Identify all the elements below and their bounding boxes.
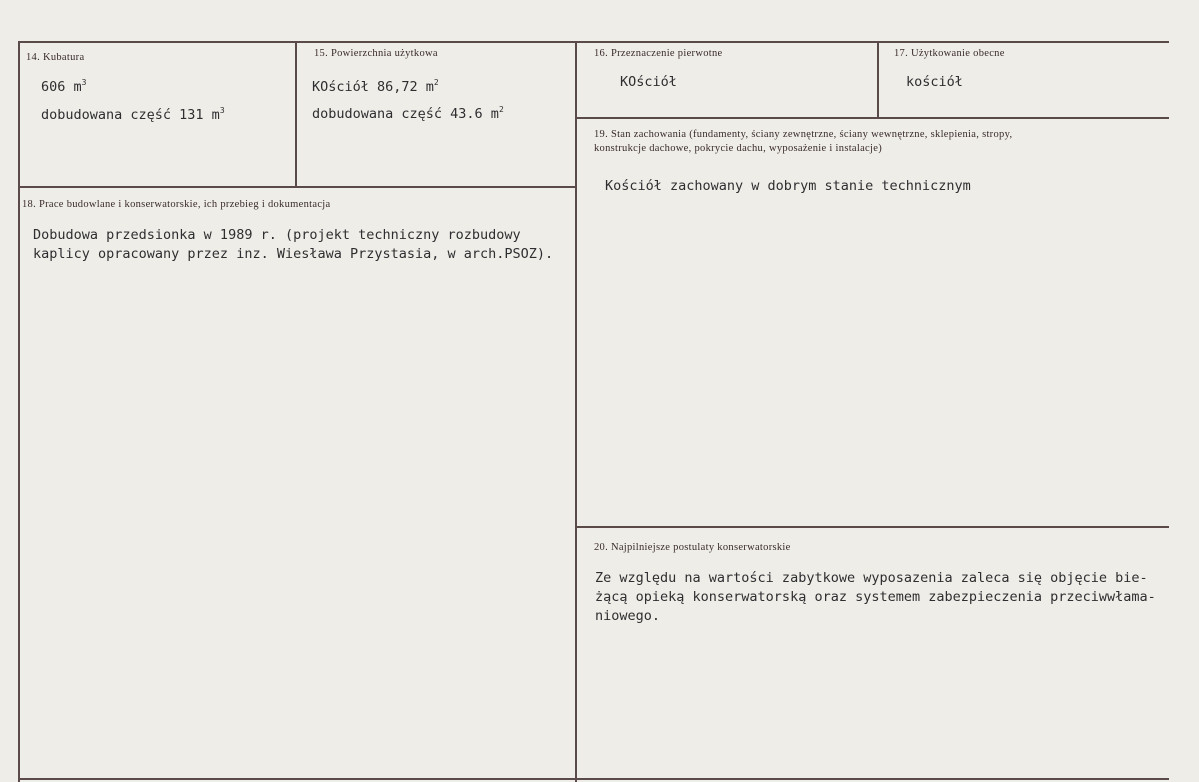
rule-above-19 [575,117,1169,119]
left-rule [18,41,20,782]
section-17-label: 17. Użytkowanie obecne [894,48,1005,59]
section-15-value-1 [312,73,439,97]
section-20-value: Ze względu na wartości zabytkowe wyposazenia zaleca się objęcie bie- żącą opieką konserwatorską oraz systemem zabezpieczenia przeciwwłama- niowego. [595,570,1156,624]
divider-14-15 [295,41,297,187]
section-20-label: 20. Najpilniejsze postulaty konserwatorskie [594,542,791,553]
section-17-value: kościół [906,74,963,90]
section-18-label: 18. Prace budowlane i konserwatorskie, ich przebieg i dokumentacja [22,199,331,210]
center-rule [575,41,577,782]
section-15-value-1-sup: 2 [433,78,439,87]
section-16-label: 16. Przeznaczenie pierwotne [594,48,723,59]
section-18-value: Dobudowa przedsionka w 1989 r. (projekt techniczny rozbudowy kaplicy opracowany przez inz. Wiesława Przystasia, w arch.PSOZ). [33,227,554,262]
section-16-value: KOściół [620,74,677,90]
section-14-value-2 [41,101,225,125]
section-14-value-1 [41,73,86,97]
section-15-value-2-sup: 2 [498,105,504,114]
section-14-label: 14. Kubatura [26,52,85,63]
section-15-value-2 [312,100,504,124]
section-14-value-2-text: dobudowana część 131 m [41,107,220,123]
top-rule [18,41,1169,43]
section-19-value: Kościół zachowany w dobrym stanie technicznym [605,178,971,194]
section-14-value-2-sup: 3 [219,106,225,115]
section-14-value-1-text: 606 m [41,79,82,95]
section-15-value-1-text: KOściół 86,72 m [312,79,434,95]
section-15-label: 15. Powierzchnia użytkowa [314,48,438,59]
rule-above-20 [575,526,1169,528]
section-15-value-2-text: dobudowana część 43.6 m [312,106,499,122]
section-19-label: 19. Stan zachowania (fundamenty, ściany zewnętrzne, ściany wewnętrzne, sklepienia, stropy, konstrukcje dachowe, pokrycie dachu, wyposażenie i instalacje) [594,129,1013,154]
section-14-value-1-sup: 3 [81,78,87,87]
divider-16-17 [877,41,879,118]
rule-above-18 [18,186,577,188]
bottom-rule [18,778,1169,780]
